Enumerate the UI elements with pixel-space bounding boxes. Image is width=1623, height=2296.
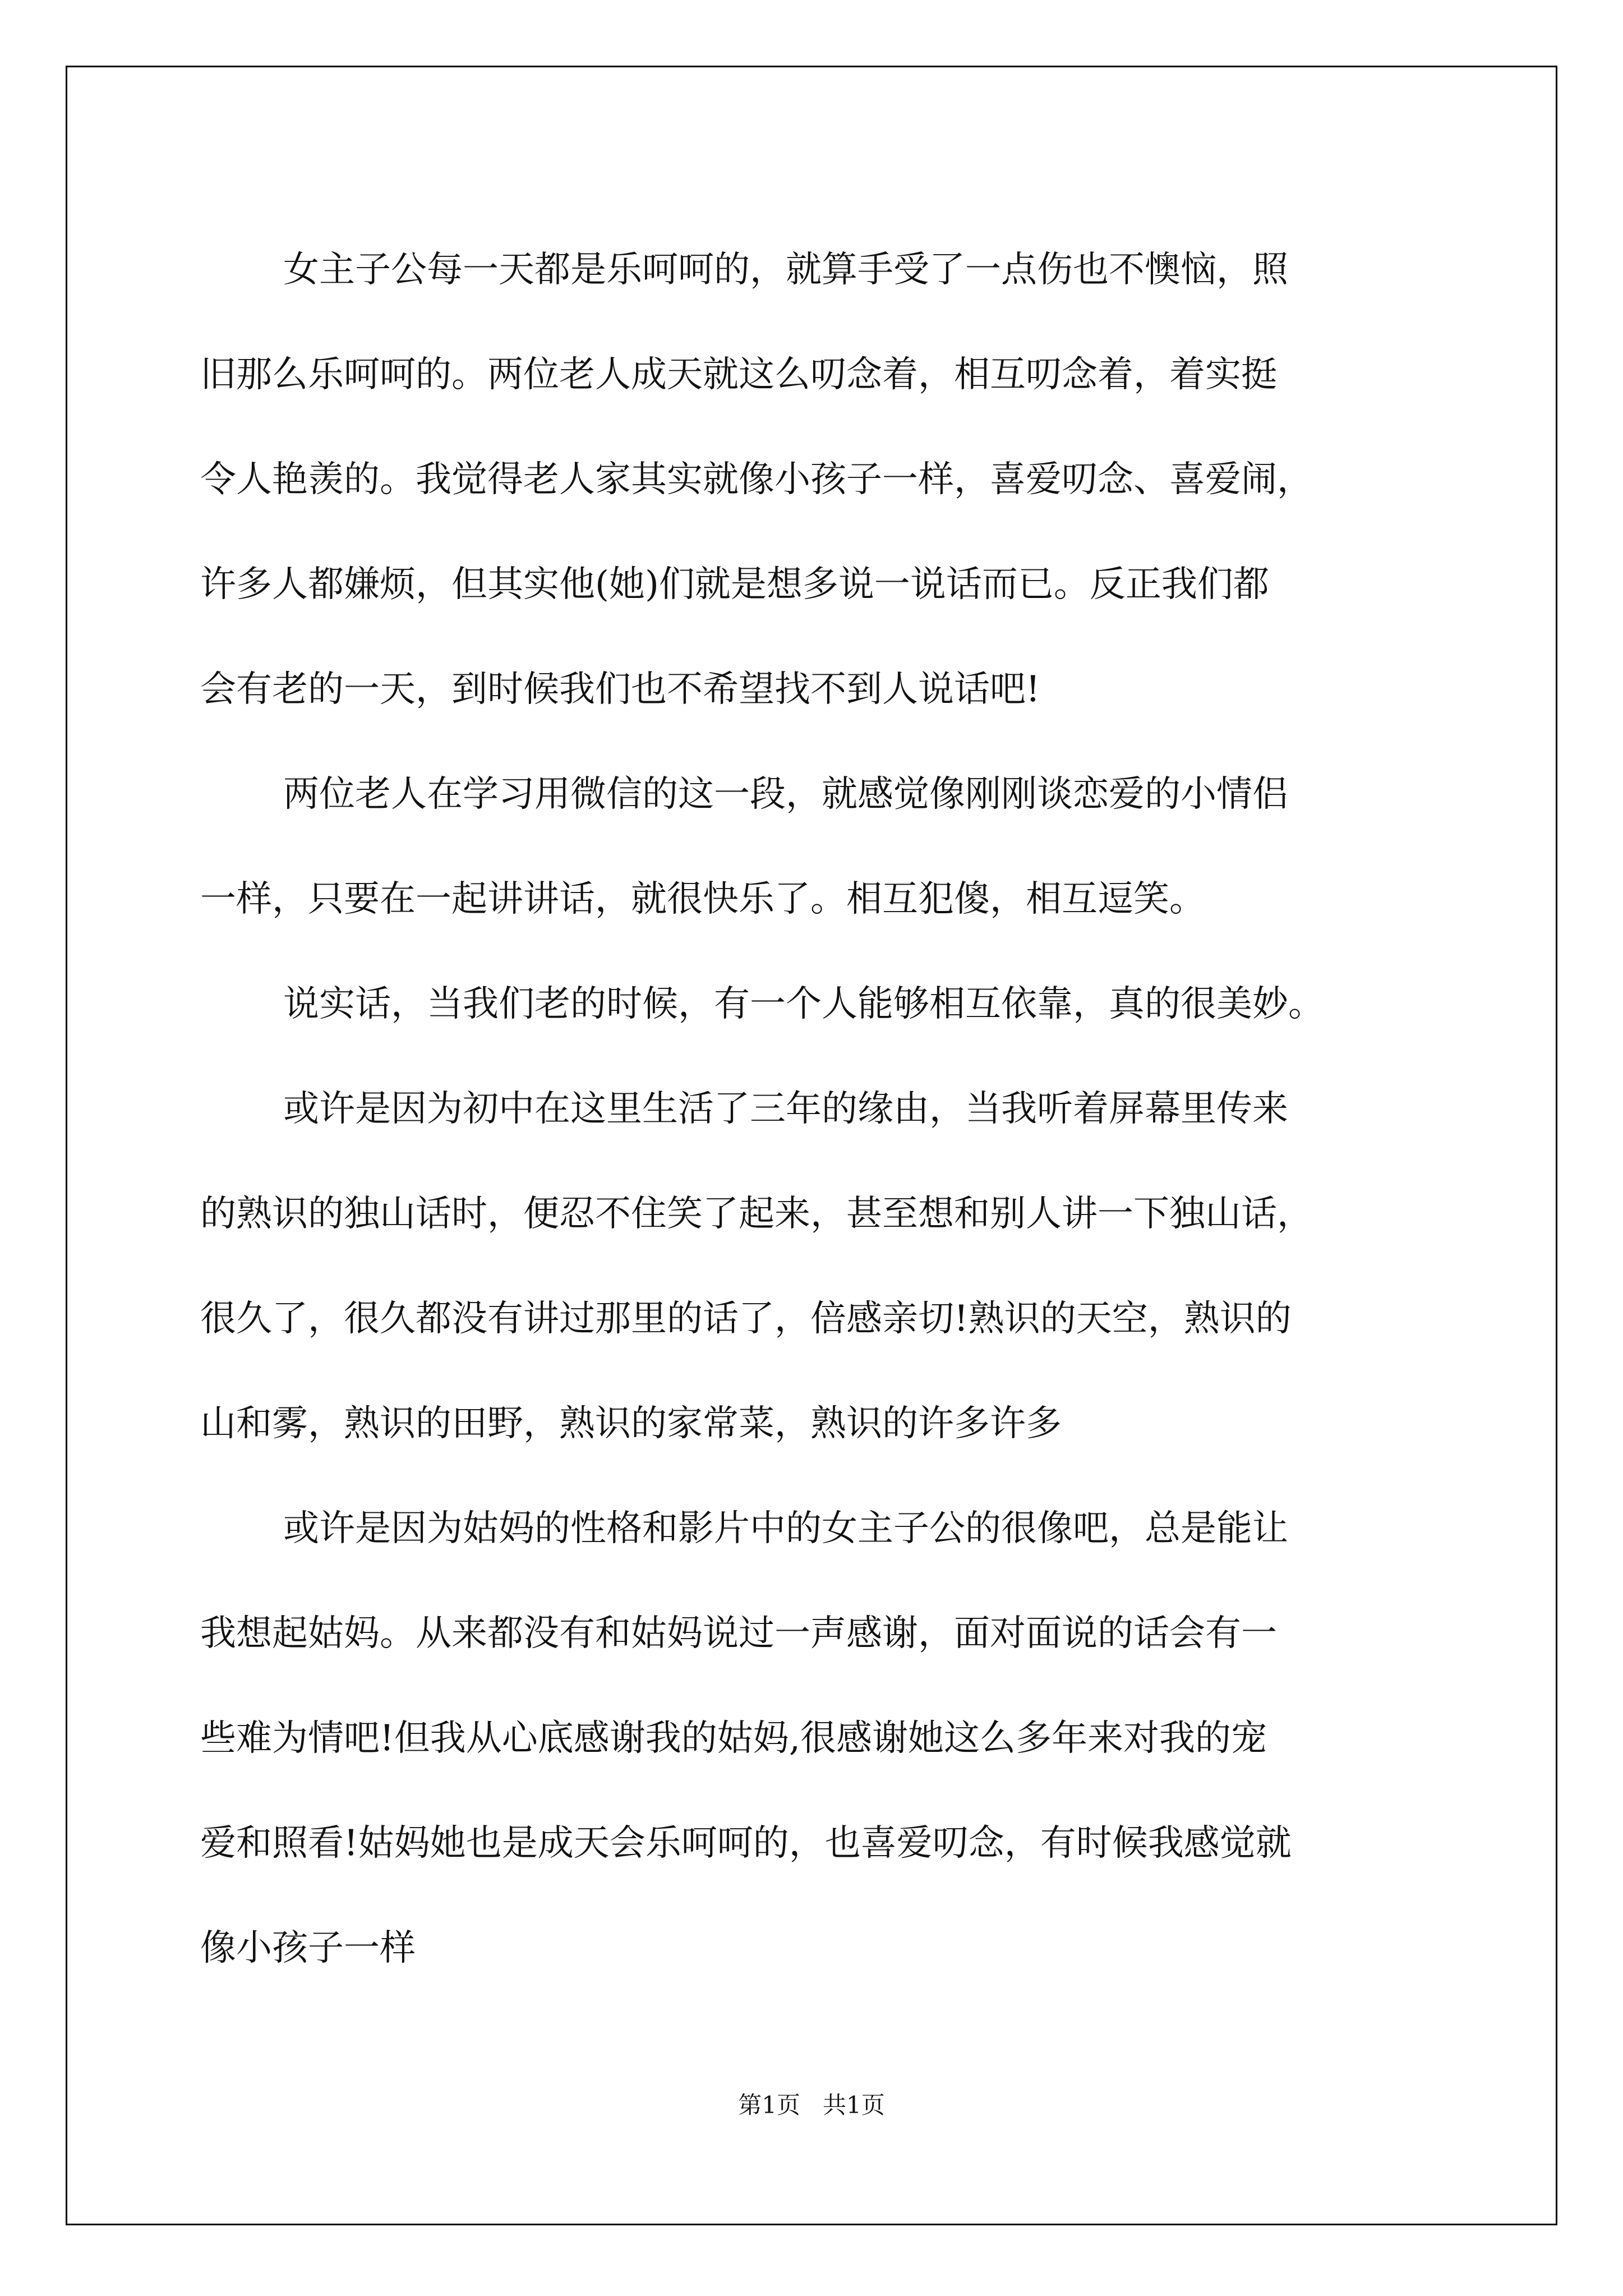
- text-line: 的熟识的独山话时，便忍不住笑了起来，甚至想和别人讲一下独山话，: [200, 1193, 1313, 1235]
- text-line: 两位老人在学习用微信的这一段，就感觉像刚刚谈恋爱的小情侣: [283, 774, 1288, 815]
- document-body: [200, 218, 1423, 2001]
- text-line: 女主子公每一天都是乐呵呵的，就算手受了一点伤也不懊恼，照: [283, 249, 1288, 291]
- paragraph-5: [200, 1476, 1423, 2001]
- text-line: 或许是因为初中在这里生活了三年的缘由，当我听着屏幕里传来: [283, 1088, 1288, 1130]
- text-line: 我想起姑妈。从来都没有和姑妈说过一声感谢，面对面说的话会有一: [200, 1613, 1277, 1654]
- text-line: 旧那么乐呵呵的。两位老人成天就这么叨念着，相互叨念着，着实挺: [200, 354, 1277, 395]
- paragraph-1: [200, 218, 1423, 742]
- paragraph-4: [200, 1057, 1423, 1476]
- text-line: 许多人都嫌烦，但其实他(她)们就是想多说一说话而已。反正我们都: [200, 564, 1269, 605]
- page-number-footer: 第1页 共1页: [738, 2091, 885, 2119]
- text-line: 会有老的一天，到时候我们也不希望找不到人说话吧!: [200, 669, 1040, 710]
- paragraph-3: [200, 952, 1423, 1057]
- text-line: 很久了，很久都没有讲过那里的话了，倍感亲切!熟识的天空，熟识的: [200, 1298, 1292, 1340]
- text-line: 像小孩子一样: [200, 1927, 416, 1969]
- text-line: 山和雾，熟识的田野，熟识的家常菜，熟识的许多许多: [200, 1403, 1062, 1444]
- text-line: 或许是因为姑妈的性格和影片中的女主子公的很像吧，总是能让: [283, 1508, 1288, 1549]
- text-line: 说实话，当我们老的时候，有一个人能够相互依靠，真的很美妙。: [283, 983, 1324, 1025]
- text-line: 一样，只要在一起讲讲话，就很快乐了。相互犯傻，相互逗笑。: [200, 878, 1205, 920]
- text-line: 爱和照看!姑妈她也是成天会乐呵呵的，也喜爱叨念，有时候我感觉就: [200, 1823, 1292, 1864]
- paragraph-2: [200, 742, 1423, 952]
- text-line: 令人艳羡的。我觉得老人家其实就像小孩子一样，喜爱叨念、喜爱闹，: [200, 459, 1313, 500]
- text-line: 些难为情吧!但我从心底感谢我的姑妈,很感谢她这么多年来对我的宠: [200, 1718, 1267, 1759]
